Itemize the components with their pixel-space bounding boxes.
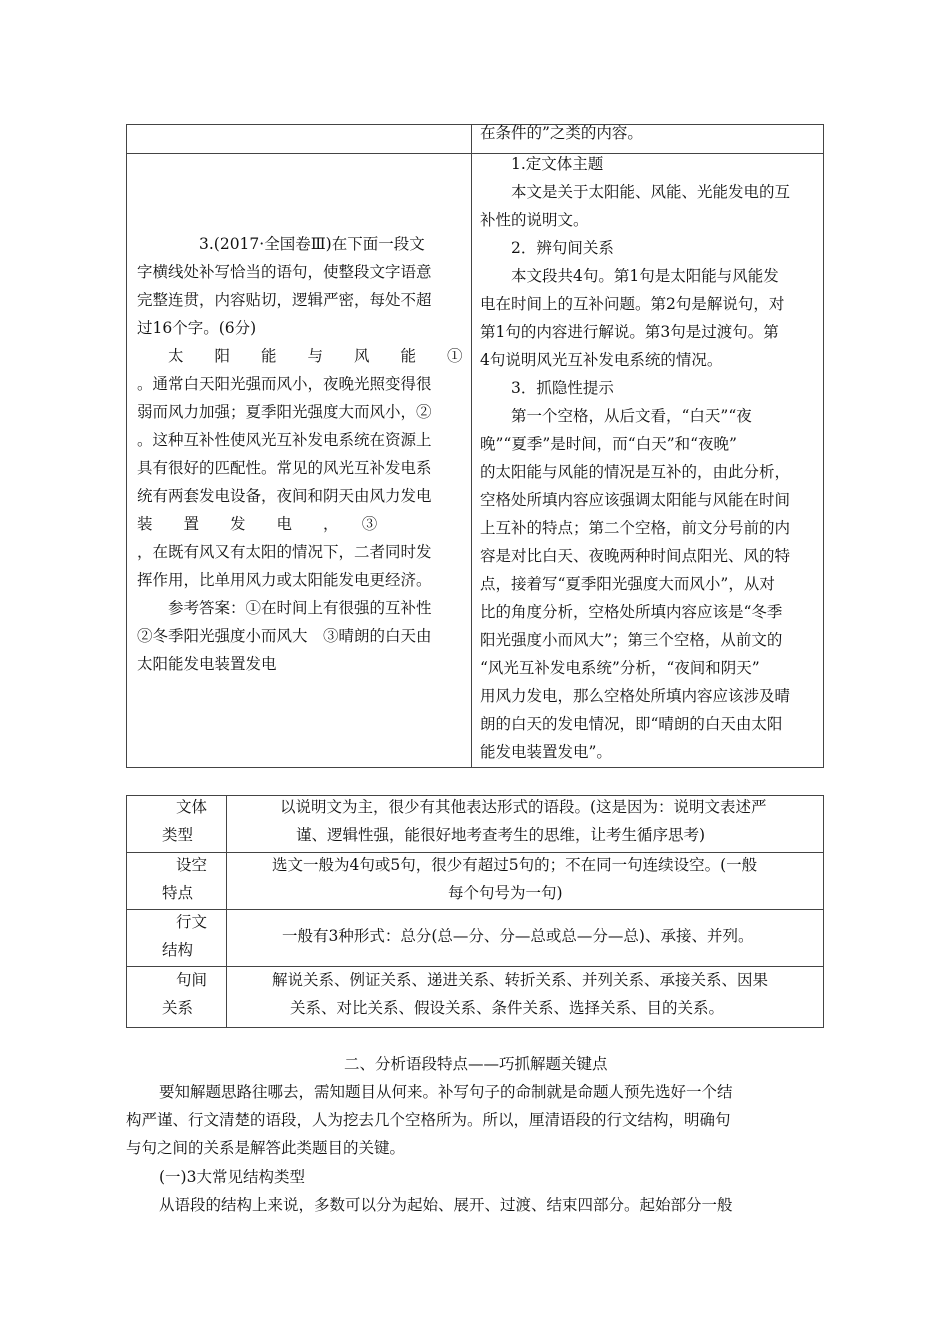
analysis-line: 容是对比白天、夜晚两种时间点阳光、风的特 [480, 547, 791, 565]
passage-line: 挥作用，比单用风力或太阳能发电更经济。 [137, 571, 432, 589]
question-line: 3.(2017·全国卷Ⅲ)在下面一段文 [199, 235, 425, 253]
analysis-line: 4句说明风光互补发电系统的情况。 [480, 351, 723, 369]
passage-line: 太 阳 能 与 风 能 ① [168, 347, 463, 365]
analysis-line: 2．辨句间关系 [511, 239, 614, 257]
analysis-line: 补性的说明文。 [480, 211, 589, 229]
analysis-line: 上互补的特点；第二个空格，前文分号前的内 [480, 519, 791, 537]
table2-row-divider [126, 909, 824, 910]
analysis-line: 3．抓隐性提示 [511, 379, 614, 397]
table2-content: 解说关系、例证关系、递进关系、转折关系、并列关系、承接关系、因果 [272, 971, 769, 989]
section-heading: 二、分析语段特点——巧抓解题关键点 [344, 1055, 608, 1073]
table2-label: 关系 [162, 999, 194, 1017]
table2-label: 特点 [162, 884, 194, 902]
table2-left-border [126, 795, 127, 1028]
analysis-line: 第一个空格，从后文看，“白天”“夜 [511, 407, 752, 425]
subheading: (一)3大常见结构类型 [159, 1168, 305, 1186]
table1-top-border [126, 124, 824, 125]
answer-line: 太阳能发电装置发电 [137, 655, 277, 673]
paragraph-line: 构严谨、行文清楚的语段，人为挖去几个空格所为。所以，厘清语段的行文结构，明确句 [126, 1111, 731, 1129]
table2-label: 结构 [162, 941, 194, 959]
table2-right-border [823, 795, 824, 1028]
answer-line: 参考答案：①在时间上有很强的互补性 [168, 599, 432, 617]
table2-content: 以说明文为主，很少有其他表达形式的语段。(这是因为：说明文表述严 [280, 798, 767, 816]
analysis-line: 点，接着写“夏季阳光强度大而风小”，从对 [480, 575, 775, 593]
analysis-line: 第1句的内容进行解说。第3句是过渡句。第 [480, 323, 779, 341]
table2-bottom-border [126, 1027, 824, 1028]
analysis-line: 比的角度分析，空格处所填内容应该是“冬季 [480, 603, 783, 621]
table2-label: 行文 [176, 913, 208, 931]
passage-line: 具有很好的匹配性。常见的风光互补发电系 [137, 459, 432, 477]
passage-line: ，在既有风又有太阳的情况下，二者同时发 [137, 543, 432, 561]
question-line: 过16个字。(6分) [137, 319, 257, 337]
analysis-line: 晚”“夏季”是时间，而“白天”和“夜晚” [480, 435, 737, 453]
table2-content: 选文一般为4句或5句，很少有超过5句的；不在同一句连续设空。(一般 [272, 856, 758, 874]
table2-content: 谨、逻辑性强，能很好地考查考生的思维，让考生循序思考) [296, 826, 706, 844]
passage-line: 装 置 发 电 ， ③ [137, 515, 378, 533]
table2-label: 句间 [176, 971, 208, 989]
table1-row-divider [126, 153, 824, 154]
table2-label: 设空 [176, 856, 208, 874]
paragraph-line: 从语段的结构上来说，多数可以分为起始、展开、过渡、结束四部分。起始部分一般 [159, 1196, 733, 1214]
analysis-line: 电在时间上的互补问题。第2句是解说句，对 [480, 295, 785, 313]
analysis-line: 阳光强度小而风大”；第三个空格，从前文的 [480, 631, 783, 649]
analysis-line: 用风力发电，那么空格处所填内容应该涉及晴 [480, 687, 791, 705]
paragraph-line: 要知解题思路往哪去，需知题目从何来。补写句子的命制就是命题人预先选好一个结 [159, 1083, 733, 1101]
analysis-line: 本文段共4句。第1句是太阳能与风能发 [511, 267, 779, 285]
table2-label: 类型 [162, 826, 194, 844]
passage-line: 统有两套发电设备，夜间和阴天由风力发电 [137, 487, 432, 505]
table2-col-divider [226, 795, 227, 1028]
table1-bottom-border [126, 767, 824, 768]
analysis-line: 朗的白天的发电情况，即“晴朗的白天由太阳 [480, 715, 783, 733]
question-line: 字横线处补写恰当的语句，使整段文字语意 [137, 263, 432, 281]
passage-line: 弱而风力加强；夏季阳光强度大而风小，② [137, 403, 432, 421]
question-line: 完整连贯，内容贴切，逻辑严密，每处不超 [137, 291, 432, 309]
passage-line: 。通常白天阳光强而风小，夜晚光照变得很 [137, 375, 432, 393]
analysis-line: “风光互补发电系统”分析，“夜间和阴天” [480, 659, 760, 677]
analysis-line: 本文是关于太阳能、风能、光能发电的互 [511, 183, 791, 201]
table2-content: 每个句号为一句) [448, 884, 563, 902]
analysis-line: 能发电装置发电”。 [480, 743, 612, 761]
table2-content: 一般有3种形式：总分(总—分、分—总或总—分—总)、承接、并列。 [282, 927, 754, 945]
table1-row1-right-text: 在条件的”之类的内容。 [480, 124, 643, 142]
analysis-line: 空格处所填内容应该强调太阳能与风能在时间 [480, 491, 791, 509]
analysis-line: 的太阳能与风能的情况是互补的，由此分析， [480, 463, 791, 481]
table2-content: 关系、对比关系、假设关系、条件关系、选择关系、目的关系。 [290, 999, 725, 1017]
analysis-line: 1.定文体主题 [511, 155, 604, 173]
paragraph-line: 与句之间的关系是解答此类题目的关键。 [126, 1139, 406, 1157]
table2-label: 文体 [176, 798, 208, 816]
table1-col-divider [471, 124, 472, 768]
table1-right-border [823, 124, 824, 768]
passage-line: 。这种互补性使风光互补发电系统在资源上 [137, 431, 432, 449]
answer-line: ②冬季阳光强度小而风大 ③晴朗的白天由 [137, 627, 432, 645]
table1-left-border [126, 124, 127, 768]
